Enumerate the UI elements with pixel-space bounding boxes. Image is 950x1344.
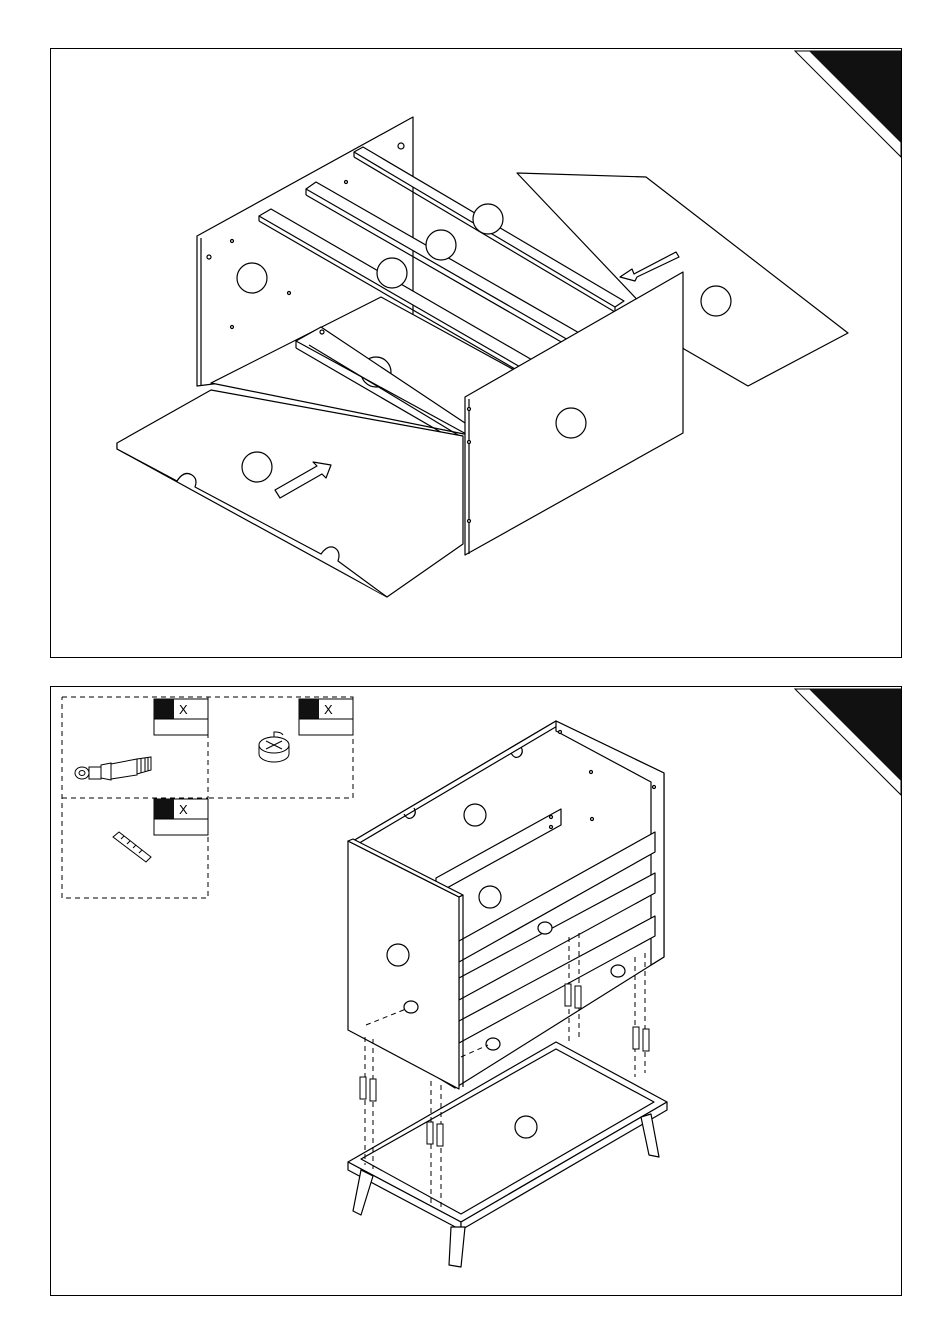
qty-label-cam-lock xyxy=(299,699,353,735)
step-1-drawing xyxy=(51,49,901,657)
leg-back-right xyxy=(641,1114,659,1157)
left-side-panel xyxy=(465,272,683,555)
qty-label-wooden-dowel xyxy=(154,799,208,835)
step-badge-1 xyxy=(795,51,901,157)
step-1-panel xyxy=(50,48,902,658)
qty-label-cam-bolt xyxy=(154,699,208,735)
svg-text:X: X xyxy=(179,802,188,817)
step-2-drawing xyxy=(51,687,901,1295)
dowel-icon xyxy=(113,832,151,862)
cam-bolt-icon xyxy=(75,757,151,780)
cam-lock-icon xyxy=(259,732,289,762)
base-frame xyxy=(348,1042,667,1230)
svg-text:X: X xyxy=(324,702,333,717)
leg-front-left xyxy=(353,1170,373,1215)
step-2-panel xyxy=(50,686,902,1296)
step-badge-2 xyxy=(795,689,901,795)
svg-text:X: X xyxy=(179,702,188,717)
leg-front-right xyxy=(449,1227,465,1267)
